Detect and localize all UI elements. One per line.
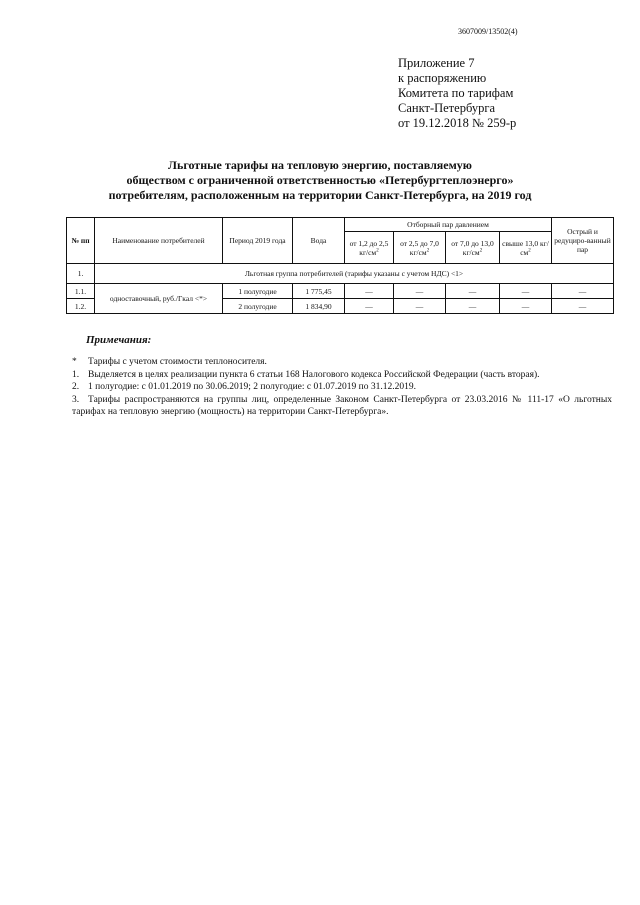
row-water: 1 775,45 xyxy=(293,284,345,299)
note-mark: * xyxy=(72,357,77,367)
note-mark: 1. xyxy=(72,369,80,380)
note-text: Выделяется в целях реализации пункта 6 статьи 168 Налогового кодекса Российской Федерации (часть вторая). xyxy=(88,369,540,380)
appendix-line: Приложение 7 xyxy=(398,56,475,70)
document-title xyxy=(60,158,580,203)
consumer-name: одноставочный, руб./Гкал <*> xyxy=(95,284,223,314)
header-sharp-steam: Острый и редуциро-ванный пар xyxy=(552,218,614,264)
appendix-line: от 19.12.2018 № 259-р xyxy=(398,116,517,130)
notes-title: Примечания: xyxy=(86,334,152,346)
note-text: 1 полугодие: с 01.01.2019 по 30.06.2019; 2 полугодие: с 01.07.2019 по 31.12.2019. xyxy=(88,382,416,392)
row-period: 2 полугодие xyxy=(223,299,293,314)
title-line: обществом с ограниченной ответственностью «Петербургтеплоэнерго» xyxy=(126,173,514,187)
header-steam-col: от 2,5 до 7,0 $кг/см^2$ xyxy=(394,232,446,264)
row-cell: — xyxy=(446,299,500,314)
appendix-line: Санкт-Петербурга xyxy=(398,101,496,115)
note-text: Тарифы с учетом стоимости теплоносителя. xyxy=(88,357,267,367)
notes-list xyxy=(72,356,612,419)
header-water: Вода xyxy=(293,218,345,264)
row-cell: — xyxy=(446,284,500,299)
tariffs-table xyxy=(66,217,614,314)
header-consumer: Наименование потребителей xyxy=(95,218,223,264)
title-line: Льготные тарифы на тепловую энергию, поставляемую xyxy=(168,158,472,172)
header-steam-col: от 7,0 до 13,0 $кг/см^2$ xyxy=(446,232,500,264)
appendix-block xyxy=(398,56,516,131)
row-cell: — xyxy=(345,284,394,299)
row-cell: — xyxy=(500,284,552,299)
row-number: 1.2. xyxy=(67,299,95,314)
row-period: 1 полугодие xyxy=(223,284,293,299)
header-period: Период 2019 года xyxy=(223,218,293,264)
note-item xyxy=(72,369,612,382)
header-number: № пп xyxy=(67,218,95,264)
row-cell: — xyxy=(394,284,446,299)
row-cell: — xyxy=(552,284,614,299)
header-steam-col: от 1,2 до 2,5 $кг/см^2$ xyxy=(345,232,394,264)
appendix-line: к распоряжению xyxy=(398,71,487,85)
row-cell: — xyxy=(500,299,552,314)
row-cell: — xyxy=(552,299,614,314)
table-row xyxy=(67,284,614,299)
note-mark: 2. xyxy=(72,382,80,392)
row-number: 1.1. xyxy=(67,284,95,299)
note-text: Тарифы распространяются на группы лиц, определенные Законом Санкт-Петербурга от 23.03.2016 № 111-17 «О льготных тарифах на тепловую энергию (мощность) на территории Санкт-Петербурга». xyxy=(72,394,612,417)
row-cell: — xyxy=(394,299,446,314)
note-item xyxy=(72,356,612,369)
appendix-line: Комитета по тарифам xyxy=(398,86,514,100)
title-line: потребителям, расположенным на территории Санкт-Петербурга, на 2019 год xyxy=(108,188,532,202)
row-water: 1 834,90 xyxy=(293,299,345,314)
header-steam-col: свыше 13,0 $кг/см^2$ xyxy=(500,232,552,264)
document-number: 3607009/13502(4) xyxy=(458,27,518,36)
group-number: 1. xyxy=(67,264,95,284)
row-cell: — xyxy=(345,299,394,314)
group-label: Льготная группа потребителей (тарифы указаны с учетом НДС) <1> xyxy=(95,264,614,284)
note-item xyxy=(72,394,612,419)
note-item xyxy=(72,381,612,394)
header-steam: Отборный пар давлением xyxy=(345,218,552,232)
note-mark: 3. xyxy=(72,394,80,405)
